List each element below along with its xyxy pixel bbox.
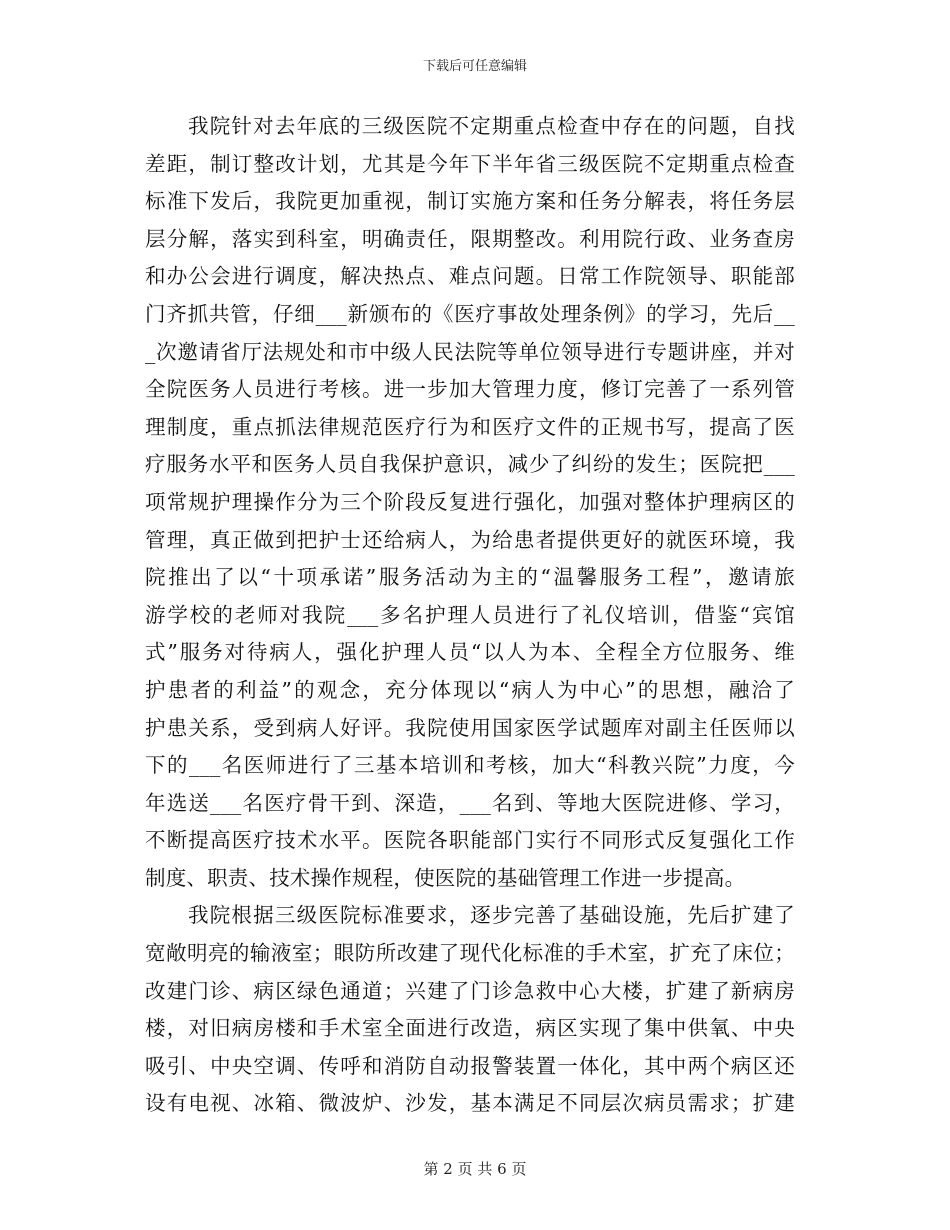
text-line: _次邀请省厅法规处和市中级人民法院等单位领导进行专题讲座，并对 bbox=[145, 339, 795, 364]
text-line: 楼，对旧病房楼和手术室全面进行改造，病区实现了集中供氧、中央 bbox=[145, 1016, 795, 1041]
text-line: 护患者的利益”的观念，充分体现以“病人为中心”的思想，融洽了 bbox=[145, 677, 795, 702]
document-body bbox=[145, 108, 795, 1123]
text-line: 差距，制订整改计划，尤其是今年下半年省三级医院不定期重点检查 bbox=[145, 151, 795, 176]
text-line: 院推出了以“十项承诺”服务活动为主的“温馨服务工程”，邀请旅 bbox=[145, 565, 795, 590]
text-line: 护患关系，受到病人好评。我院使用国家医学试题库对副主任医师以 bbox=[145, 715, 795, 740]
text-line: 全院医务人员进行考核。进一步加大管理力度，修订完善了一系列管 bbox=[145, 377, 795, 402]
paragraph-2 bbox=[145, 897, 795, 1123]
text-line: 层分解，落实到科室，明确责任，限期整改。利用院行政、业务查房 bbox=[145, 226, 795, 251]
text-line: 项常规护理操作分为三个阶段反复进行强化，加强对整体护理病区的 bbox=[145, 489, 795, 514]
text-line: 下的___名医师进行了三基本培训和考核，加大“科教兴院”力度，今 bbox=[145, 753, 795, 778]
text-line: 疗服务水平和医务人员自我保护意识，减少了纠纷的发生；医院把___ bbox=[145, 452, 795, 477]
text-line: 管理，真正做到把护士还给病人，为给患者提供更好的就医环境，我 bbox=[145, 527, 795, 552]
text-line: 吸引、中央空调、传呼和消防自动报警装置一体化，其中两个病区还 bbox=[145, 1053, 795, 1078]
text-line: 门齐抓共管，仔细___新颁布的《医疗事故处理条例》的学习，先后__ bbox=[145, 301, 795, 326]
text-line: 标准下发后，我院更加重视，制订实施方案和任务分解表，将任务层 bbox=[145, 189, 795, 214]
text-line: 宽敞明亮的输液室；眼防所改建了现代化标准的手术室，扩充了床位； bbox=[145, 941, 795, 966]
text-line: 年选送___名医疗骨干到、深造，___名到、等地大医院进修、学习， bbox=[145, 790, 795, 815]
page-number: 第 2 页 共 6 页 bbox=[423, 1160, 527, 1178]
text-line: 游学校的老师对我院___多名护理人员进行了礼仪培训，借鉴“宾馆 bbox=[145, 602, 795, 627]
page-header-note: 下载后可任意编辑 bbox=[422, 59, 527, 74]
text-line: 我院针对去年底的三级医院不定期重点检查中存在的问题，自找 bbox=[188, 114, 795, 138]
paragraph-1 bbox=[145, 108, 795, 897]
text-line: 和办公会进行调度，解决热点、难点问题。日常工作院领导、职能部 bbox=[145, 264, 795, 289]
text-line: 改建门诊、病区绿色通道；兴建了门诊急救中心大楼，扩建了新病房 bbox=[145, 978, 795, 1003]
text-line: 理制度，重点抓法律规范医疗行为和医疗文件的正规书写，提高了医 bbox=[145, 414, 795, 439]
text-line: 我院根据三级医院标准要求，逐步完善了基础设施，先后扩建了 bbox=[188, 903, 795, 928]
text-line: 设有电视、冰箱、微波炉、沙发，基本满足不同层次病员需求；扩建 bbox=[145, 1091, 795, 1116]
text-line: 不断提高医疗技术水平。医院各职能部门实行不同形式反复强化工作 bbox=[145, 828, 795, 853]
text-line: 式”服务对待病人，强化护理人员“以人为本、全程全方位服务、维 bbox=[145, 640, 795, 665]
text-line: 制度、职责、技术操作规程，使医院的基础管理工作进一步提高。 bbox=[145, 865, 746, 890]
